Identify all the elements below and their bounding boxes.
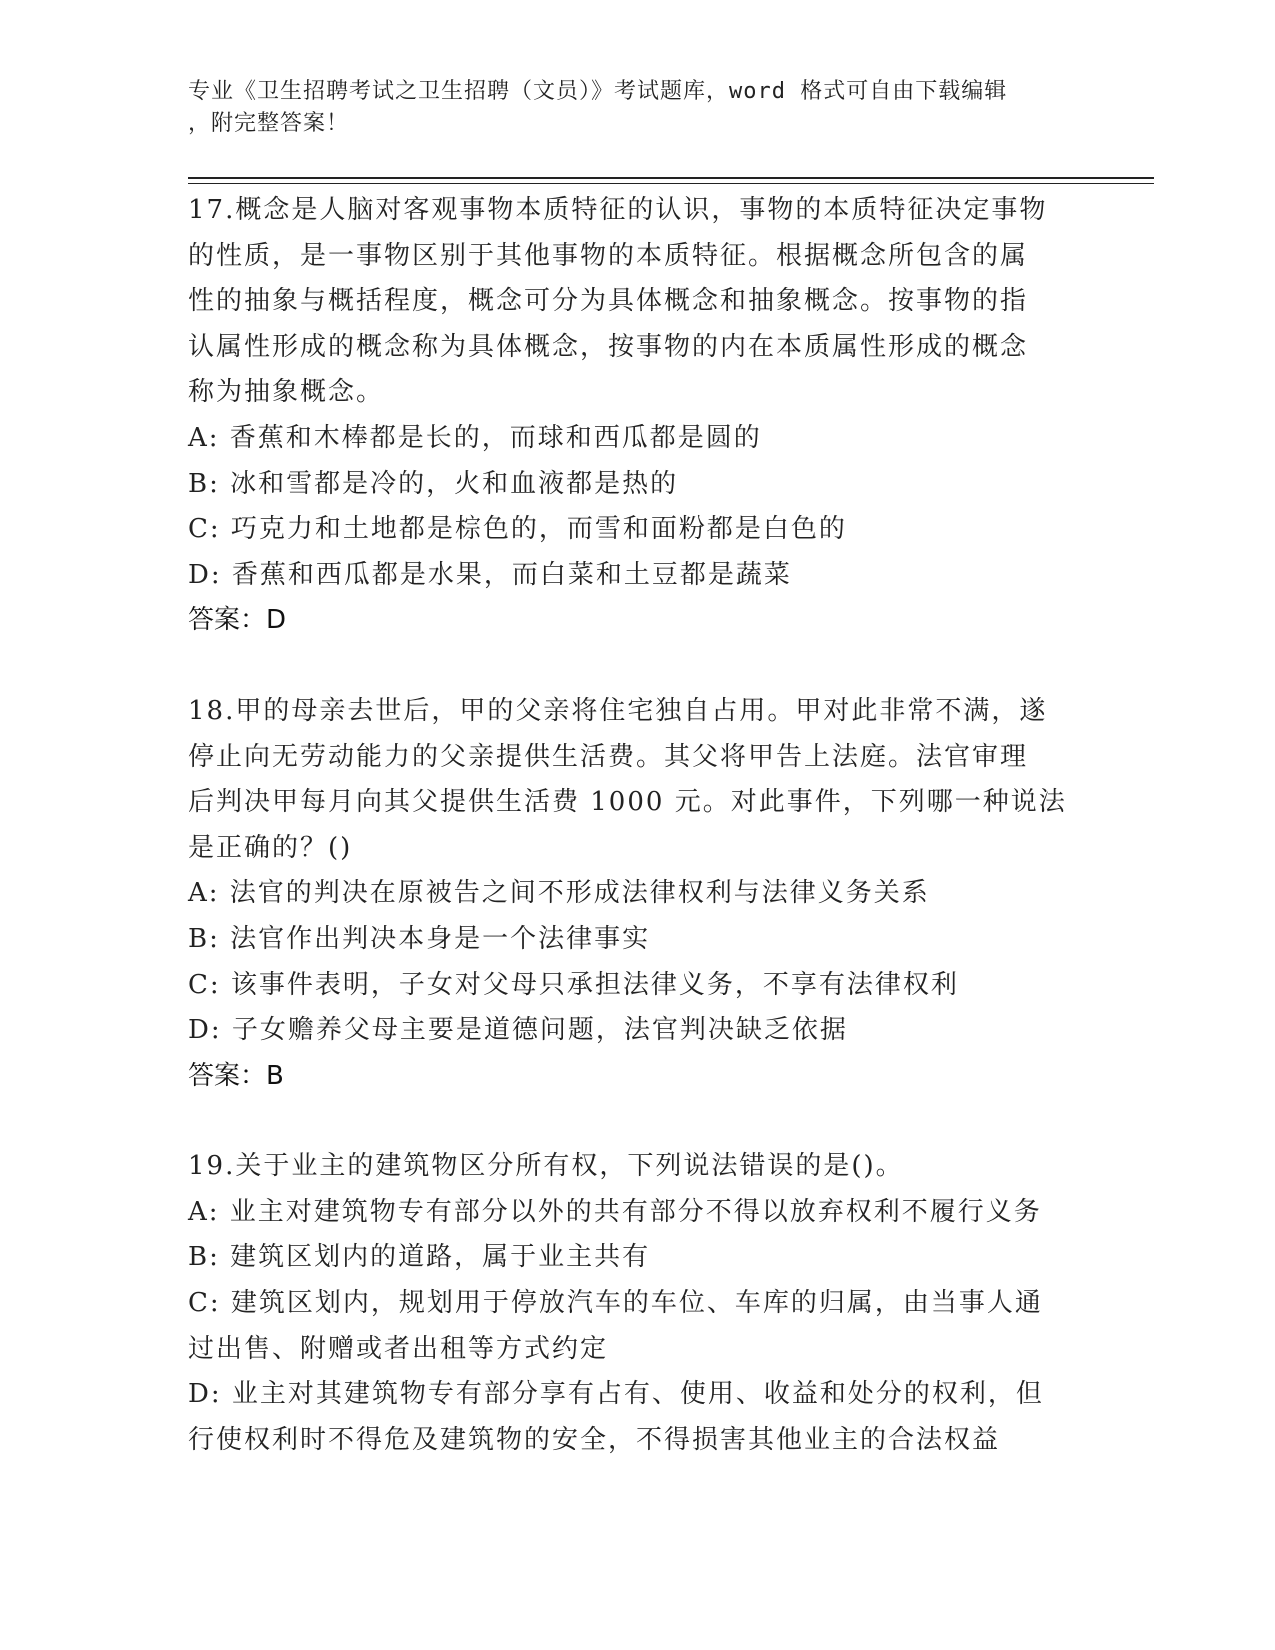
stem-line: 认属性形成的概念称为具体概念，按事物的内在本质属性形成的概念 [188, 331, 1029, 362]
option-text: C: 该事件表明，子女对父母只承担法律义务，不享有法律权利 [188, 969, 959, 1000]
header-divider-thick [188, 177, 1154, 179]
stem-line: 性的抽象与概括程度，概念可分为具体概念和抽象概念。按事物的指 [188, 286, 1029, 317]
option-c [188, 963, 1088, 1009]
option-a [188, 416, 1088, 462]
option-text: 过出售、附赠或者出租等方式约定 [188, 1333, 609, 1364]
option-text: D: 香蕉和西瓜都是水果，而白菜和土豆都是蔬菜 [188, 559, 792, 590]
question-stem [188, 689, 1088, 871]
option-d [188, 1008, 1088, 1054]
option-a [188, 871, 1088, 917]
option-text: C: 建筑区划内，规划用于停放汽车的车位、车库的归属，由当事人通 [188, 1288, 1043, 1319]
option-text: B: 冰和雪都是冷的，火和血液都是热的 [188, 468, 679, 499]
option-text: A: 香蕉和木棒都是长的，而球和西瓜都是圆的 [188, 422, 762, 453]
header-divider-thin [188, 183, 1154, 184]
question-stem [188, 1144, 1088, 1190]
answer-label: 答案：B [188, 1060, 284, 1091]
option-text: A: 法官的判决在原被告之间不形成法律权利与法律义务关系 [188, 878, 930, 909]
stem-line: 18.甲的母亲去世后，甲的父亲将住宅独自占用。甲对此非常不满，遂 [188, 695, 1048, 726]
stem-line: 停止向无劳动能力的父亲提供生活费。其父将甲告上法庭。法官审理 [188, 741, 1029, 772]
option-text: D: 业主对其建筑物专有部分享有占有、使用、收益和处分的权利，但 [188, 1379, 1044, 1410]
option-c [188, 1281, 1088, 1372]
stem-line: 后判决甲每月向其父提供生活费 1000 元。对此事件，下列哪一种说法 [188, 787, 1067, 818]
option-c [188, 507, 1088, 553]
stem-line: 是正确的？() [188, 832, 353, 863]
header-line-1: 专业《卫生招聘考试之卫生招聘（文员）》考试题库，word 格式可自由下载编辑 [188, 79, 1008, 104]
question-19 [188, 1144, 1088, 1463]
question-stem [188, 188, 1088, 416]
question-spacer [188, 1099, 1088, 1144]
question-list [188, 188, 1088, 1463]
option-text: 行使权利时不得危及建筑物的安全，不得损害其他业主的合法权益 [188, 1424, 1001, 1455]
option-text: B: 建筑区划内的道路，属于业主共有 [188, 1242, 651, 1273]
option-d [188, 1372, 1088, 1463]
page-header [188, 76, 1068, 140]
question-17 [188, 188, 1088, 644]
answer-label: 答案：D [188, 605, 287, 636]
option-text: B: 法官作出判决本身是一个法律事实 [188, 923, 651, 954]
option-a [188, 1190, 1088, 1236]
option-text: D: 子女赡养父母主要是道德问题，法官判决缺乏依据 [188, 1015, 848, 1046]
stem-line: 17.概念是人脑对客观事物本质特征的认识，事物的本质特征决定事物 [188, 195, 1048, 225]
option-b [188, 1235, 1088, 1281]
option-b [188, 462, 1088, 508]
stem-line: 称为抽象概念。 [188, 377, 385, 408]
stem-line: 19.关于业主的建筑物区分所有权，下列说法错误的是()。 [188, 1151, 904, 1182]
option-text: C: 巧克力和土地都是棕色的，而雪和面粉都是白色的 [188, 514, 847, 545]
option-b [188, 917, 1088, 963]
stem-line: 的性质，是一事物区别于其他事物的本质特征。根据概念所包含的属 [188, 240, 1029, 271]
question-spacer [188, 644, 1088, 689]
option-text: A: 业主对建筑物专有部分以外的共有部分不得以放弃权利不履行义务 [188, 1196, 1042, 1227]
header-line-2: ，附完整答案！ [188, 111, 350, 136]
question-18 [188, 689, 1088, 1099]
option-d [188, 553, 1088, 599]
